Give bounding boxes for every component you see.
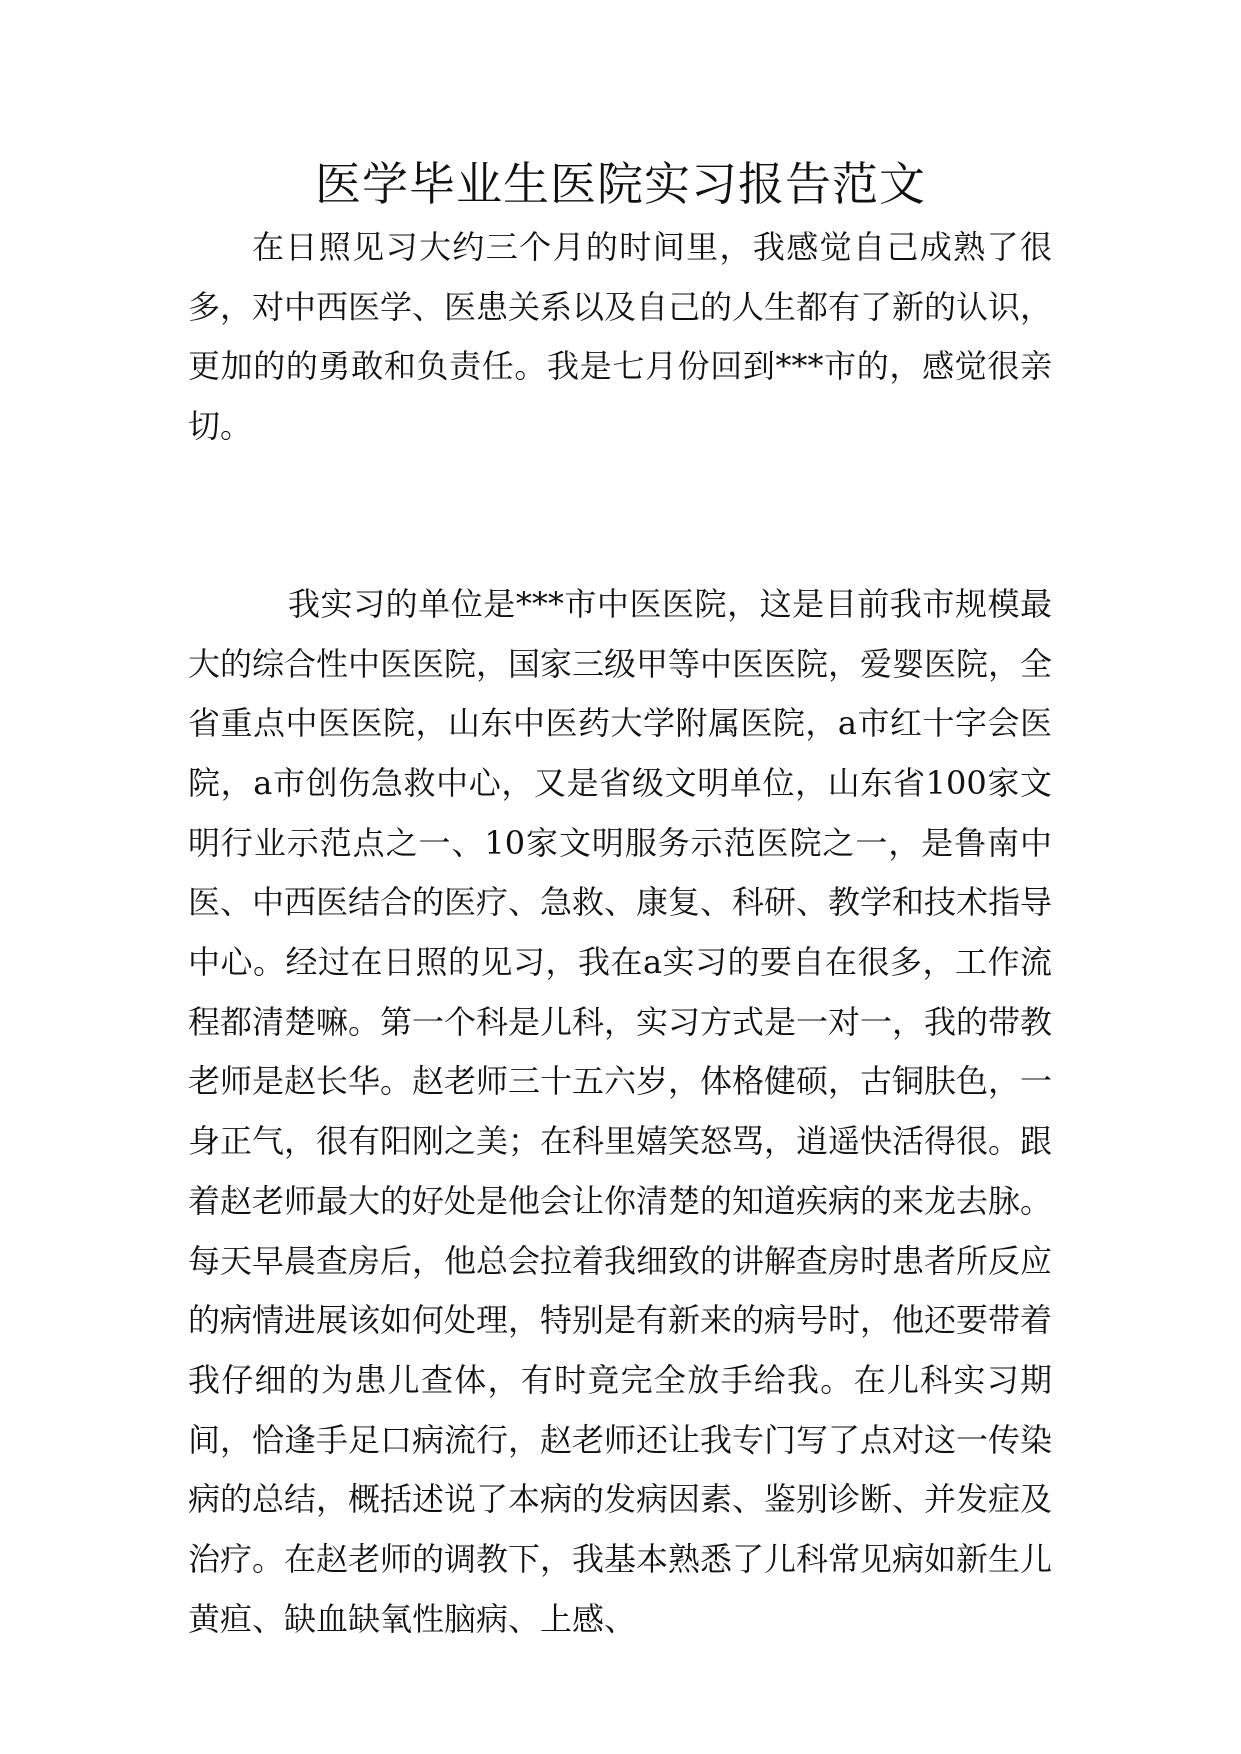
paragraph-intro: 在日照见习大约三个月的时间里，我感觉自己成熟了很多，对中西医学、医患关系以及自己的人生都有了新的认识，更加的的勇敢和负责任。我是七月份回到***市的，感觉很亲切。 xyxy=(188,228,1053,446)
paragraph-internship-unit: 我实习的单位是***市中医医院，这是目前我市规模最大的综合性中医医院，国家三级甲等中医医院，爱婴医院，全省重点中医医院，山东中医药大学附属医院，a市红十字会医院，a市创伤急救中心，又是省级文明单位，山东省100家文明行业示范点之一、10家文明服务示范医院之一，是鲁南中医、中西医结合的医疗、急救、康复、科研、教学和技术指导中心。经过在日照的见习，我在a实习的要自在很多，工作流程都清楚嘛。第一个科是儿科，实习方式是一对一，我的带教老师是赵长华。赵老师三十五六岁，体格健硕，古铜肤色，一身正气，很有阳刚之美；在科里嬉笑怒骂，逍遥快活得很。跟着赵老师最大的好处是他会让你清楚的知道疾病的来龙去脉。每天早晨查房后，他总会拉着我细致的讲解查房时患者所反应的病情进展该如何处理，特别是有新来的病号时，他还要带着我仔细的为患儿查体，有时竟完全放手给我。在儿科实习期间，恰逢手足口病流行，赵老师还让我专门写了点对这一传染病的总结，概括述说了本病的发病因素、鉴别诊断、并发症及治疗。在赵老师的调教下，我基本熟悉了儿科常见病如新生儿黄疸、缺血缺氧性脑病、上感、 xyxy=(188,584,1053,1638)
document-title: 医学毕业生医院实习报告范文 xyxy=(315,157,926,211)
document-body xyxy=(188,218,1052,1649)
